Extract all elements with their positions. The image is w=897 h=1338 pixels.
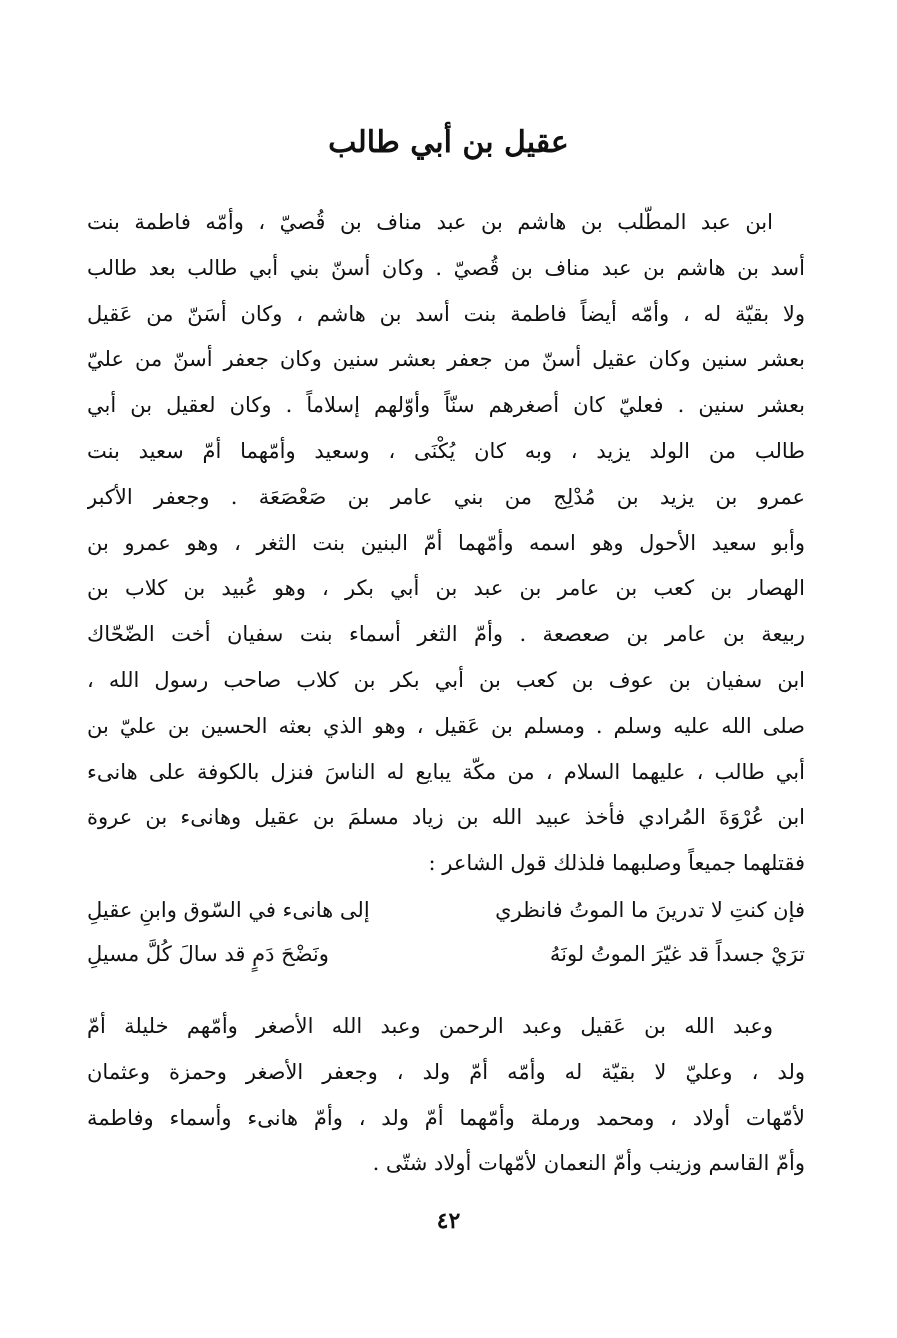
text-line: ابن سفيان بن عوف بن كعب بن أبي بكر بن كلاب صاحب رسول الله ، — [87, 667, 805, 692]
text-line: أبي طالب ، عليهما السلام ، من مكّة يبايع له الناسَ فنزل بالكوفة على هانىء — [87, 759, 805, 784]
text-line: أسد بن هاشم بن عبد مناف بن قُصيّ . وكان أسنّ بني أبي طالب بعد طالب — [87, 255, 805, 280]
text-line: ربيعة بن عامر بن صعصعة . وأمّ الثغر أسماء بنت سفيان أخت الضّحّاك — [87, 622, 805, 647]
text-line: بعشر سنين . فعليّ كان أصغرهم سنّاً وأوّلهم إسلاماً . وكان لعقيل بن أبي — [87, 393, 805, 418]
verse — [87, 888, 805, 932]
text-line: عمرو بن يزيد بن مُدْلِج من بني عامر بن صَعْصَعَة . وجعفر الأكبر — [87, 484, 805, 509]
text-line: ابن عُرْوَةَ المُرادي فأخذ عبيد الله بن زياد مسلمَ بن عقيل وهانىء بن عروة — [87, 805, 805, 830]
paragraph-2 — [87, 1004, 805, 1187]
chapter-title: عقيل بن أبي طالب — [328, 125, 569, 160]
page-number: ٤٢ — [436, 1208, 461, 1234]
verse-second-hemistich: ونَضْحَ دَمٍ قد سالَ كُلَّ مسيلِ — [87, 942, 329, 966]
paragraph-1 — [87, 200, 805, 887]
verse-first-hemistich: فإن كنتِ لا تدرينَ ما الموتُ فانظري — [495, 898, 805, 922]
text-line: وعبد الله بن عَقيل وعبد الرحمن وعبد الله الأصغر وأمّهم خليلة أمّ — [87, 1014, 773, 1038]
text-line: لأمّهات أولاد ، ومحمد ورملة وأمّهما أمّ ولد ، وأمّ هانىء وأسماء وفاطمة — [87, 1105, 805, 1130]
verse — [87, 932, 805, 976]
verse-first-hemistich: ترَيْ جسداً قد غيّرَ الموتُ لونَهُ — [549, 942, 805, 966]
text-line: صلى الله عليه وسلم . ومسلم بن عَقيل ، وهو الذي بعثه الحسين بن عليّ بن — [87, 713, 805, 738]
text-line: ولد ، وعليّ لا بقيّة له وأمّه أمّ ولد ، وجعفر الأصغر وحمزة وعثمان — [87, 1059, 805, 1084]
text-line: وأبو سعيد الأحول وهو اسمه وأمّهما أمّ البنين بنت الثغر ، وهو عمرو بن — [87, 530, 805, 555]
text-line: ابن عبد المطّلب بن هاشم بن عبد مناف بن قُصيّ ، وأمّه فاطمة بنت — [87, 210, 773, 234]
text-line: طالب من الولد يزيد ، وبه كان يُكْنَى ، وسعيد وأمّهما أمّ سعيد بنت — [87, 438, 805, 463]
text-line: ولا بقيّة له ، وأمّه أيضاً فاطمة بنت أسد بن هاشم ، وكان أسَنّ من عَقيل — [87, 301, 805, 326]
text-line: بعشر سنين وكان عقيل أسنّ من جعفر بعشر سنين وكان جعفر أسنّ من عليّ — [87, 347, 805, 372]
verse-second-hemistich: إلى هانىء في السّوق وابنِ عقيلِ — [87, 898, 370, 922]
poem-verses — [87, 888, 805, 976]
text-line: الهصار بن كعب بن عامر بن عبد بن أبي بكر ، وهو عُبيد بن كلاب بن — [87, 576, 805, 601]
text-line: وأمّ القاسم وزينب وأمّ النعمان لأمّهات أولاد شتّى . — [372, 1151, 805, 1176]
text-line: فقتلهما جميعاً وصلبهما فلذلك قول الشاعر : — [428, 851, 805, 876]
